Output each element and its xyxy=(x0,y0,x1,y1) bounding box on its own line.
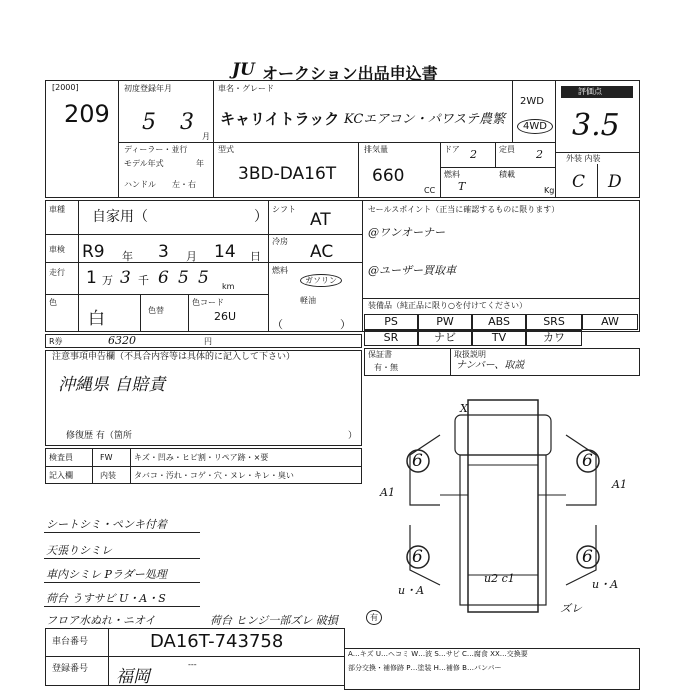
fuel-type-label: 燃料 xyxy=(272,266,288,275)
vehicle-cab xyxy=(455,415,551,455)
recycle-unit: 円 xyxy=(204,337,212,346)
handle-options: 左・右 xyxy=(172,180,196,189)
equipment-tv: TV xyxy=(472,330,526,346)
fuel-type-diesel: 軽油 xyxy=(300,296,316,305)
notes-value: 沖縄県 自賠責 xyxy=(58,375,166,395)
color-value: 白 xyxy=(88,309,105,329)
exterior-grade: C xyxy=(572,172,586,192)
damage-roof-mark: X xyxy=(460,402,468,415)
equipment-label: 装備品（純正品に限り○を付けてください） xyxy=(368,301,527,310)
equipment-navi: ナビ xyxy=(418,330,472,346)
color-code-value: 26U xyxy=(214,310,237,323)
plate-label: 登録番号 xyxy=(52,664,89,674)
usage-close: ） xyxy=(254,209,268,225)
usage-label: 車種 xyxy=(49,205,65,214)
repair-history-label: 修復歴 有（箇所 xyxy=(66,431,132,441)
load-unit: Kg xyxy=(544,186,555,195)
fw-head: FW xyxy=(100,453,113,462)
color-prev-label: 色替 xyxy=(148,306,164,315)
mileage-u1: 万 xyxy=(102,274,113,287)
tire-rear-right-depth: 6 xyxy=(582,547,593,567)
misc-value: ナンバー、取説 xyxy=(456,360,525,371)
dealer-label: ディーラー・並行 xyxy=(124,145,188,154)
registration-year: 5 xyxy=(142,110,156,135)
aircon-value: AC xyxy=(310,242,334,262)
fw-items: キズ・凹み・ヒビ割・リペア跡・×要 xyxy=(134,453,269,462)
type-code: 3BD-DA16T xyxy=(238,164,337,184)
score-label: 評価点 xyxy=(578,87,602,96)
selling-points-label: セールスポイント（正当に確認するものに限ります） xyxy=(368,205,560,214)
bed-note: 荷台 ヒンジ一部ズレ 破損 xyxy=(210,614,338,627)
model-year-label: モデル年式 xyxy=(124,159,164,168)
color-paren-open: （ xyxy=(272,318,283,331)
drive-2wd: 2WD xyxy=(520,96,544,107)
inspection-month: 3 xyxy=(158,242,169,262)
damage-ua-left: u・A xyxy=(398,584,425,597)
doors-value: 2 xyxy=(470,148,477,161)
damage-zure: ズレ xyxy=(560,602,582,615)
selling-point-1: @ワンオーナー xyxy=(368,226,445,239)
recycle-value: 6320 xyxy=(108,334,136,347)
equipment-leather: カワ xyxy=(526,330,582,346)
color-paren-close: ） xyxy=(340,318,351,331)
notes-label: 注意事項申告欄（不具合内容等は具体的に記入して下さい） xyxy=(52,352,296,362)
inspector-note-4: 荷台 うすサビ U・A・S xyxy=(46,592,166,605)
displacement-value: 660 xyxy=(372,166,405,186)
registration-label: 初度登録年月 xyxy=(124,84,172,93)
score-value: 3.5 xyxy=(572,108,620,143)
exterior-interior-label: 外装 内装 xyxy=(566,154,601,163)
tire-rear-left-depth: 6 xyxy=(412,547,423,567)
recycle-label: R券 xyxy=(49,337,63,346)
equipment-abs: ABS xyxy=(472,314,526,330)
misc-label: 取扱説明 xyxy=(454,350,486,359)
interior-grade: D xyxy=(608,172,622,192)
inspector-note-1: シートシミ・ペンキ付着 xyxy=(46,518,167,531)
shift-value: AT xyxy=(310,210,331,230)
damage-a1-left: A1 xyxy=(380,486,395,499)
tire-front-left-depth: 6 xyxy=(412,451,423,471)
repair-history-close: ） xyxy=(348,431,358,441)
equipment-pw: PW xyxy=(418,314,472,330)
interior-head: 内装 xyxy=(100,471,116,480)
inspection-label: 車検 xyxy=(49,245,65,254)
type-label: 型式 xyxy=(218,145,234,154)
inspection-year-unit: 年 xyxy=(122,250,133,263)
model-label: 車名・グレード xyxy=(218,84,274,93)
mileage-d5: 5 xyxy=(198,268,209,288)
capacity-label: 定員 xyxy=(499,145,515,154)
kit-value: 有・無 xyxy=(374,363,398,372)
load-label: 積載 xyxy=(499,170,515,179)
doors-label: ドア xyxy=(444,145,460,154)
damage-ua-right: u・A xyxy=(592,578,619,591)
mileage-d1: 1 xyxy=(86,268,97,288)
plate-extra: --- xyxy=(188,660,197,669)
inspection-day: 14 xyxy=(214,242,236,262)
inspection-day-unit: 日 xyxy=(250,250,261,263)
color-label: 色 xyxy=(49,298,57,307)
interior-items: タバコ・汚れ・コゲ・穴・ヌレ・キレ・臭い xyxy=(134,471,294,480)
plate-value: 福岡 xyxy=(116,667,150,687)
equipment-ps: PS xyxy=(364,314,418,330)
color-code-label: 色コード xyxy=(192,298,224,307)
fuel-value: T xyxy=(458,180,466,193)
legend-line-2: 部分交換・補修跡 P…塗装 H…補修 B…バンパー xyxy=(348,664,502,672)
damage-a1-right: A1 xyxy=(612,478,627,491)
year-tag: [2000] xyxy=(52,83,79,92)
inspector-note-3: 車内シミレ Pラダー処理 xyxy=(46,568,167,581)
equipment-aw: AW xyxy=(582,314,638,330)
handle-label: ハンドル xyxy=(124,180,156,189)
sheet-title: オークション出品申込書 xyxy=(262,64,438,83)
legend-line-1: A…キズ U…ヘコミ W…波 S…サビ C…腐食 XX…交換要 xyxy=(348,650,528,658)
damage-u2-c1: u2 c1 xyxy=(484,572,515,585)
model-year-unit: 年 xyxy=(196,159,204,168)
inspector-label: 検査員 xyxy=(49,453,73,462)
fuel-type-gasoline: ガソリン xyxy=(300,274,342,287)
usage-value: 自家用（ xyxy=(92,209,148,225)
displacement-unit: CC xyxy=(424,186,436,195)
inspector-note-5: フロア水ぬれ・ニオイ xyxy=(46,614,156,627)
mileage-d2: 3 xyxy=(120,268,131,288)
chassis-label: 車台番号 xyxy=(52,637,89,647)
drive-4wd-circled: 4WD xyxy=(517,119,553,134)
capacity-value: 2 xyxy=(536,148,543,161)
lot-number: 209 xyxy=(64,100,110,128)
inspection-month-unit: 月 xyxy=(186,250,197,263)
kit-label: 保証書 xyxy=(368,350,392,359)
inspection-era: R9 xyxy=(82,242,105,262)
equipment-srs: SRS xyxy=(526,314,582,330)
aircon-label: 冷房 xyxy=(272,237,288,246)
fuel-label: 燃料 xyxy=(444,170,460,179)
auction-logo: JU xyxy=(232,60,255,80)
mileage-d4: 5 xyxy=(178,268,189,288)
model-name: キャリイトラック xyxy=(220,110,340,128)
mileage-u2: 千 xyxy=(138,274,149,287)
mileage-unit: km xyxy=(222,282,235,291)
entry-label: 記入欄 xyxy=(49,471,73,480)
shift-label: シフト xyxy=(272,205,296,214)
chassis-number: DA16T-743758 xyxy=(150,631,284,652)
mileage-d3: 6 xyxy=(158,268,169,288)
tire-front-right-depth: 6 xyxy=(582,451,593,471)
model-grade: KCエアコン・パワステ農繁 xyxy=(344,112,506,127)
selling-point-2: @ユーザー買取車 xyxy=(368,264,456,277)
inspector-note-2: 天張りシミレ xyxy=(46,544,112,557)
bed-note-mark: 有 xyxy=(366,610,382,625)
registration-month: 3 xyxy=(180,110,194,135)
equipment-sr: SR xyxy=(364,330,418,346)
registration-month-unit: 月 xyxy=(202,132,210,141)
displacement-label: 排気量 xyxy=(364,145,388,154)
mileage-label: 走行 xyxy=(49,268,65,277)
